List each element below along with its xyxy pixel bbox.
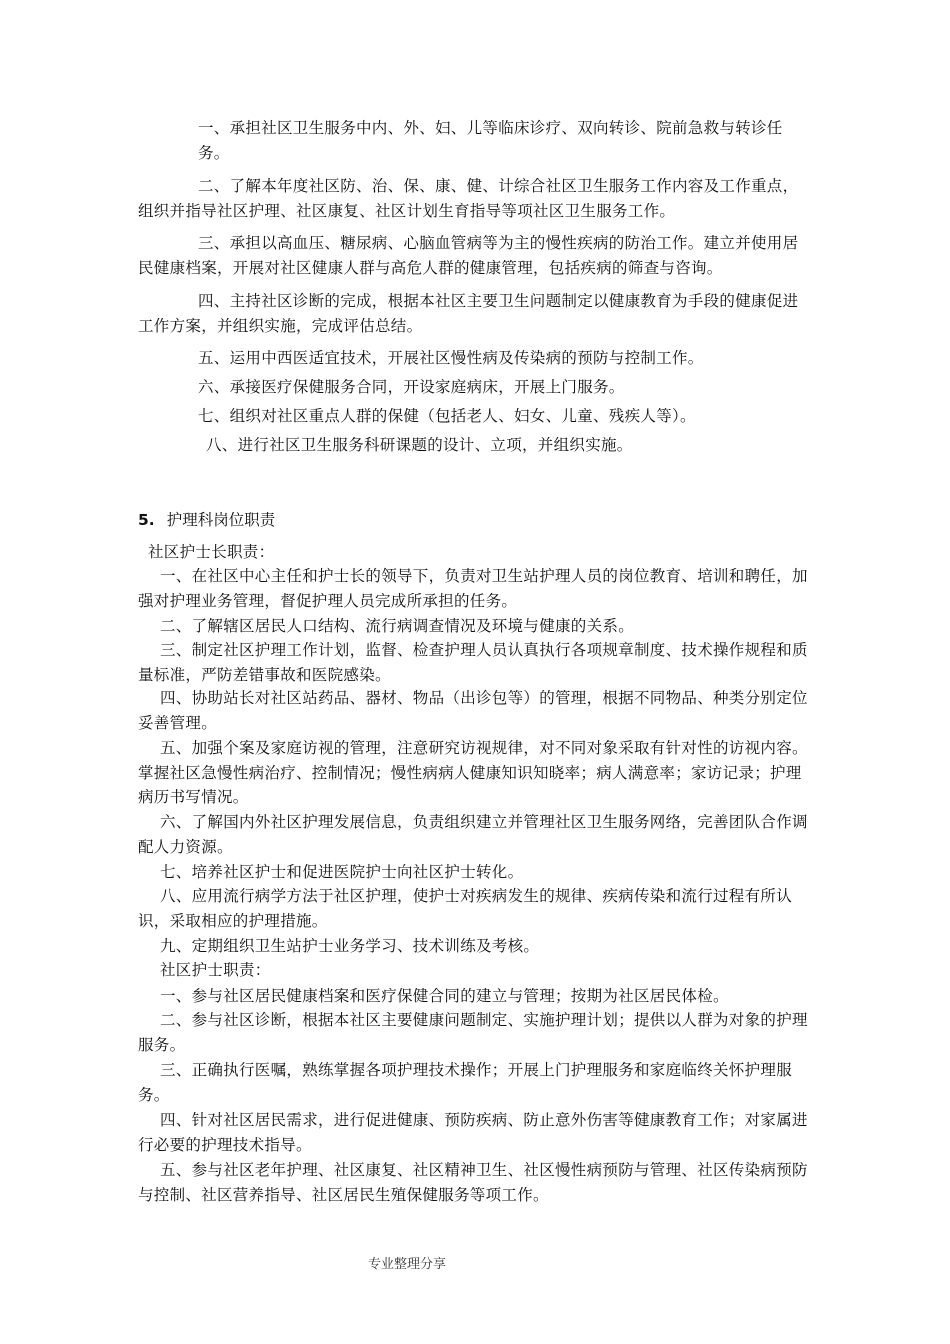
item-a-8: 八、进行社区卫生服务科研课题的设计、立项，并组织实施。 xyxy=(206,436,633,454)
item-a-7: 七、组织对社区重点人群的保健（包括老人、妇女、儿童、残疾人等）。 xyxy=(198,407,696,425)
head-nurse-item-5: 五、加强个案及家庭访视的管理，注意研究访视规律，对不同对象采取有针对性的访视内容。掌握社区急慢性病治疗、控制情况；慢性病病人健康知识知晓率；病人满意率；家访记录；护理病历书写情况。 xyxy=(138,739,808,806)
head-nurse-item-9: 九、定期组织卫生站护士业务学习、技术训练及考核。 xyxy=(160,937,540,955)
head-nurse-item-1: 一、在社区中心主任和护士长的领导下，负责对卫生站护理人员的岗位教育、培训和聘任，加强对护理业务管理，督促护理人员完成所承担的任务。 xyxy=(138,567,808,610)
item-a-4: 四、主持社区诊断的完成，根据本社区主要卫生问题制定以健康教育为手段的健康促进工作方案，并组织实施，完成评估总结。 xyxy=(138,292,799,335)
item-a-5: 五、运用中西医适宜技术，开展社区慢性病及传染病的预防与控制工作。 xyxy=(198,349,704,367)
item-a-2: 二、了解本年度社区防、治、保、康、健、计综合社区卫生服务工作内容及工作重点，组织并指导社区护理、社区康复、社区计划生育指导等项社区卫生服务工作。 xyxy=(138,177,799,220)
head-nurse-item-3: 三、制定社区护理工作计划，监督、检查护理人员认真执行各项规章制度、技术操作规程和质量标准，严防差错事故和医院感染。 xyxy=(138,641,808,684)
item-a-3: 三、承担以高血压、糖尿病、心脑血管病等为主的慢性疾病的防治工作。建立并使用居民健康档案，开展对社区健康人群与高危人群的健康管理，包括疾病的筛查与咨询。 xyxy=(138,234,799,277)
head-nurse-item-7: 七、培养社区护士和促进医院护士向社区护士转化。 xyxy=(160,863,524,881)
head-nurse-item-8: 八、应用流行病学方法于社区护理，使护士对疾病发生的规律、疾病传染和流行过程有所认识，采取相应的护理措施。 xyxy=(138,887,793,930)
nurse-title: 社区护士职责： xyxy=(160,961,271,979)
nurse-item-1: 一、参与社区居民健康档案和医疗保健合同的建立与管理；按期为社区居民体检。 xyxy=(160,987,729,1005)
nurse-item-3: 三、正确执行医嘱，熟练掌握各项护理技术操作；开展上门护理服务和家庭临终关怀护理服务。 xyxy=(138,1061,793,1104)
section-number: 5. xyxy=(138,511,155,529)
nurse-item-4: 四、针对社区居民需求，进行促进健康、预防疾病、防止意外伤害等健康教育工作；对家属进行必要的护理技术指导。 xyxy=(138,1111,808,1154)
head-nurse-item-4: 四、协助站长对社区站药品、器材、物品（出诊包等）的管理，根据不同物品、种类分别定位妥善管理。 xyxy=(138,689,808,732)
page-footer: 专业整理分享 xyxy=(368,1257,447,1272)
item-a-1: 一、承担社区卫生服务中内、外、妇、儿等临床诊疗、双向转诊、院前急救与转诊任务。 xyxy=(198,119,783,162)
nurse-item-2: 二、参与社区诊断，根据本社区主要健康问题制定、实施护理计划；提供以人群为对象的护理服务。 xyxy=(138,1011,808,1054)
section-heading xyxy=(138,508,275,532)
head-nurse-item-6: 六、了解国内外社区护理发展信息，负责组织建立并管理社区卫生服务网络，完善团队合作调配人力资源。 xyxy=(138,813,808,856)
section-title: 护理科岗位职责 xyxy=(166,511,276,529)
item-a-6: 六、承接医疗保健服务合同，开设家庭病床，开展上门服务。 xyxy=(198,378,625,396)
head-nurse-title: 社区护士长职责： xyxy=(148,543,275,561)
head-nurse-item-2: 二、了解辖区居民人口结构、流行病调查情况及环境与健康的关系。 xyxy=(160,617,635,635)
nurse-item-5: 五、参与社区老年护理、社区康复、社区精神卫生、社区慢性病预防与管理、社区传染病预防与控制、社区营养指导、社区居民生殖保健服务等项工作。 xyxy=(138,1161,808,1204)
